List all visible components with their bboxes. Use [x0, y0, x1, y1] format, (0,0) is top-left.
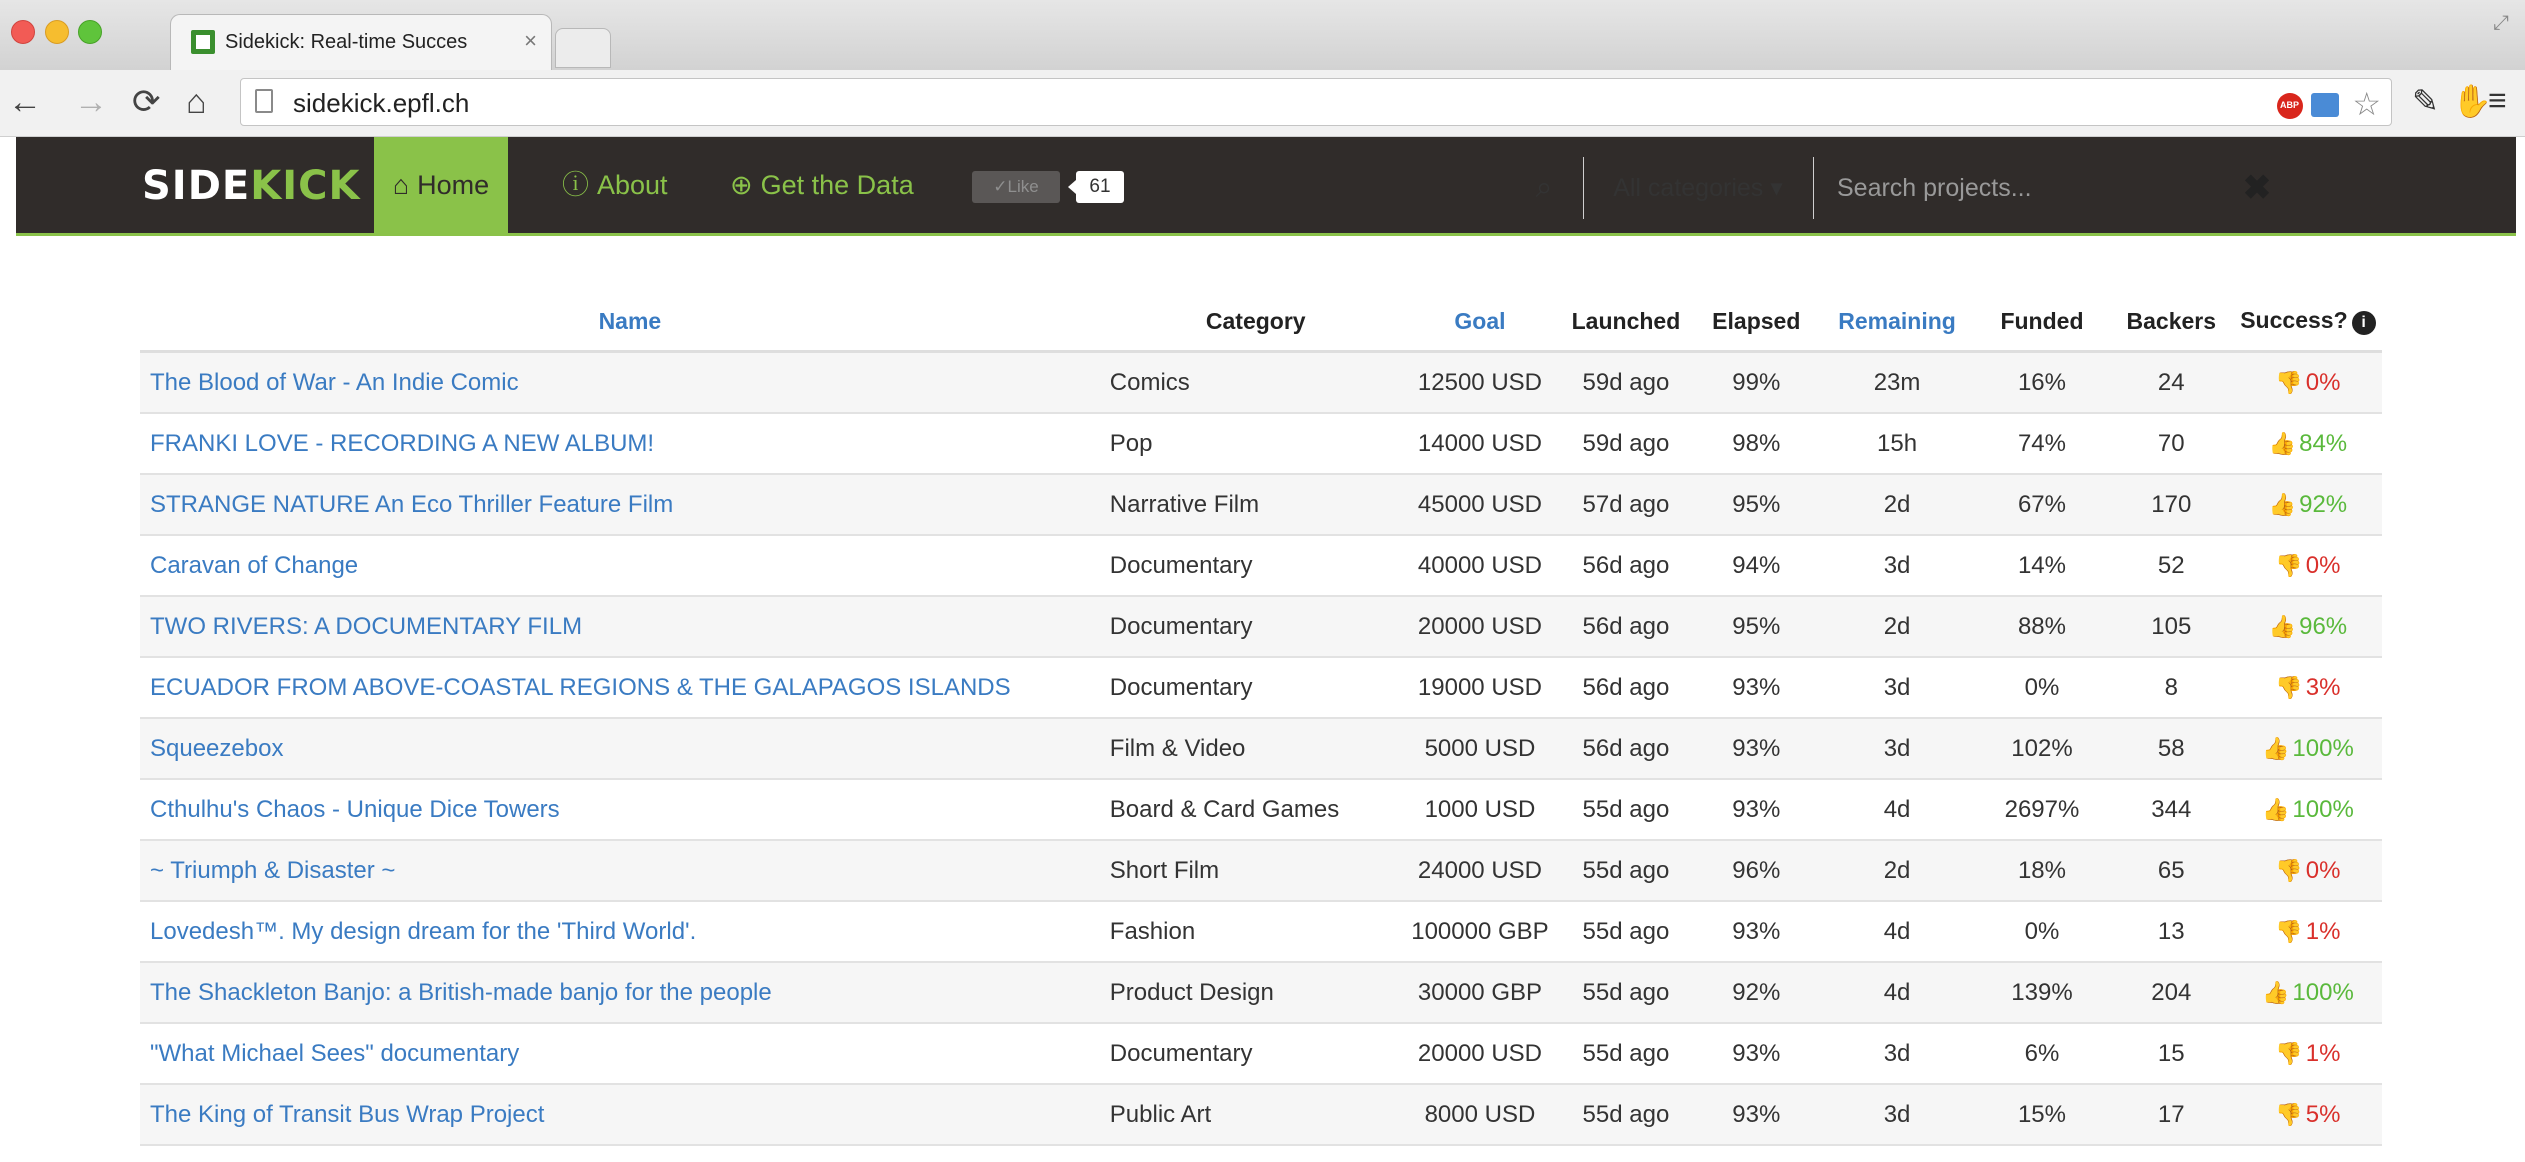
- funded-cell: 15%: [1975, 1084, 2108, 1145]
- success-value: 1%: [2305, 1039, 2341, 1067]
- table-row: [140, 1023, 2382, 1084]
- success-cell: [2234, 596, 2382, 657]
- goal-cell: 12500 USD: [1402, 352, 1558, 414]
- header-backers: Backers: [2109, 292, 2234, 352]
- adblock-icon[interactable]: [2277, 93, 2303, 119]
- success-value: 0%: [2305, 856, 2341, 884]
- project-name-cell: [140, 840, 1110, 901]
- table-body: [140, 352, 2382, 1146]
- thumbs-up-icon: 👍: [2268, 613, 2297, 639]
- nav-about-label: About: [597, 170, 668, 200]
- launched-cell: 56d ago: [1558, 596, 1694, 657]
- nav-about[interactable]: [562, 137, 668, 233]
- backers-cell: 8: [2109, 657, 2234, 718]
- header-name[interactable]: Name: [140, 292, 1110, 352]
- table-row: [140, 779, 2382, 840]
- forward-icon[interactable]: →: [74, 83, 108, 121]
- table-row: [140, 596, 2382, 657]
- bookmark-star-icon[interactable]: ☆: [2352, 86, 2381, 122]
- success-value: 84%: [2299, 429, 2348, 457]
- success-indicator: [2275, 674, 2340, 701]
- page-icon: [255, 89, 273, 113]
- launched-cell: 55d ago: [1558, 901, 1694, 962]
- elapsed-cell: 92%: [1694, 962, 1819, 1023]
- header-success: [2234, 292, 2382, 352]
- nav-get-data[interactable]: [730, 137, 914, 233]
- table-row: [140, 535, 2382, 596]
- backers-cell: 170: [2109, 474, 2234, 535]
- elapsed-cell: 93%: [1694, 1084, 1819, 1145]
- success-cell: [2234, 779, 2382, 840]
- project-link[interactable]: Cthulhu's Chaos - Unique Dice Towers: [150, 795, 560, 823]
- backers-cell: 344: [2109, 779, 2234, 840]
- elapsed-cell: 93%: [1694, 1023, 1819, 1084]
- project-name-cell: [140, 413, 1110, 474]
- tab-title: Sidekick: Real-time Succes: [225, 31, 468, 53]
- goal-cell: 30000 GBP: [1402, 962, 1558, 1023]
- thumbs-down-icon: 👎: [2275, 918, 2303, 944]
- table-row: [140, 840, 2382, 901]
- site-navbar: [16, 137, 2516, 236]
- success-cell: [2234, 901, 2382, 962]
- remaining-cell: 2d: [1819, 596, 1975, 657]
- success-value: 1%: [2305, 917, 2341, 945]
- success-cell: [2234, 962, 2382, 1023]
- browser-titlebar: [0, 0, 2525, 70]
- success-cell: [2234, 474, 2382, 535]
- new-tab-button[interactable]: [555, 28, 611, 68]
- goal-cell: 14000 USD: [1402, 413, 1558, 474]
- nav-home[interactable]: [374, 137, 508, 233]
- table-row: [140, 901, 2382, 962]
- category-cell: Board & Card Games: [1110, 779, 1402, 840]
- success-cell: [2234, 840, 2382, 901]
- close-window-button[interactable]: [11, 20, 35, 44]
- thumbs-down-icon: 👎: [2275, 369, 2303, 395]
- success-indicator: [2262, 796, 2354, 823]
- funded-cell: 0%: [1975, 657, 2108, 718]
- header-elapsed: Elapsed: [1694, 292, 1819, 352]
- project-name-cell: [140, 1023, 1110, 1084]
- project-name-cell: [140, 779, 1110, 840]
- project-name-cell: [140, 901, 1110, 962]
- nav-home-label: Home: [417, 170, 490, 200]
- success-value: 96%: [2299, 612, 2348, 640]
- thumbs-down-icon: 👎: [2275, 552, 2303, 578]
- backers-cell: 15: [2109, 1023, 2234, 1084]
- funded-cell: 6%: [1975, 1023, 2108, 1084]
- header-success-label: Success?: [2240, 307, 2348, 333]
- thumbs-up-icon: 👍: [2262, 979, 2290, 1005]
- remaining-cell: 15h: [1819, 413, 1975, 474]
- success-value: 100%: [2292, 734, 2354, 762]
- header-launched: Launched: [1558, 292, 1694, 352]
- thumbs-down-icon: 👎: [2275, 857, 2303, 883]
- hand-icon[interactable]: ✋: [2452, 83, 2492, 119]
- success-cell: [2234, 535, 2382, 596]
- category-cell: Documentary: [1110, 1023, 1402, 1084]
- project-name-cell: [140, 657, 1110, 718]
- project-name-cell: [140, 535, 1110, 596]
- goal-cell: 100000 GBP: [1402, 901, 1558, 962]
- elapsed-cell: 98%: [1694, 413, 1819, 474]
- funded-cell: 18%: [1975, 840, 2108, 901]
- launched-cell: 59d ago: [1558, 352, 1694, 414]
- success-cell: [2234, 718, 2382, 779]
- goal-cell: 19000 USD: [1402, 657, 1558, 718]
- project-name-cell: [140, 596, 1110, 657]
- project-link[interactable]: ~ Triumph & Disaster ~: [150, 856, 396, 884]
- goal-cell: 5000 USD: [1402, 718, 1558, 779]
- funded-cell: 74%: [1975, 413, 2108, 474]
- elapsed-cell: 93%: [1694, 779, 1819, 840]
- url-text[interactable]: sidekick.epfl.ch: [293, 88, 470, 118]
- fullscreen-icon[interactable]: ⤢: [2493, 12, 2509, 34]
- project-link[interactable]: ECUADOR FROM ABOVE-COASTAL REGIONS & THE GALAPAGOS ISLANDS: [150, 673, 1011, 701]
- category-dropdown[interactable]: All categories ▾: [1583, 157, 1814, 219]
- header-category: Category: [1110, 292, 1402, 352]
- project-link[interactable]: STRANGE NATURE An Eco Thriller Feature Film: [150, 490, 674, 518]
- elapsed-cell: 95%: [1694, 596, 1819, 657]
- browser-toolbar: [0, 70, 2525, 137]
- funded-cell: 88%: [1975, 596, 2108, 657]
- header-remaining[interactable]: Remaining: [1819, 292, 1975, 352]
- remaining-cell: 3d: [1819, 1084, 1975, 1145]
- funded-cell: 0%: [1975, 901, 2108, 962]
- home-icon[interactable]: ⌂: [186, 83, 207, 121]
- menu-icon[interactable]: ≡: [2488, 82, 2507, 118]
- thumbs-up-icon: 👍: [2268, 430, 2297, 456]
- success-cell: [2234, 1084, 2382, 1145]
- table-row: [140, 657, 2382, 718]
- category-cell: Product Design: [1110, 962, 1402, 1023]
- backers-cell: 105: [2109, 596, 2234, 657]
- launched-cell: 57d ago: [1558, 474, 1694, 535]
- launched-cell: 55d ago: [1558, 1084, 1694, 1145]
- success-indicator: [2269, 430, 2347, 457]
- search-input[interactable]: [1813, 157, 2219, 219]
- funded-cell: 2697%: [1975, 779, 2108, 840]
- success-value: 0%: [2305, 368, 2341, 396]
- backers-cell: 13: [2109, 901, 2234, 962]
- category-cell: Narrative Film: [1110, 474, 1402, 535]
- remaining-cell: 4d: [1819, 779, 1975, 840]
- info-icon[interactable]: i: [2352, 311, 2376, 335]
- remaining-cell: 3d: [1819, 718, 1975, 779]
- tab-close-icon[interactable]: ×: [524, 28, 537, 53]
- remaining-cell: 2d: [1819, 840, 1975, 901]
- project-link[interactable]: FRANKI LOVE - RECORDING A NEW ALBUM!: [150, 429, 655, 457]
- project-link[interactable]: The King of Transit Bus Wrap Project: [150, 1100, 545, 1128]
- table-row: [140, 474, 2382, 535]
- elapsed-cell: 99%: [1694, 352, 1819, 414]
- nav-get-data-label: Get the Data: [760, 170, 914, 200]
- project-link[interactable]: The Shackleton Banjo: a British-made banjo for the people: [150, 978, 772, 1006]
- remaining-cell: 3d: [1819, 535, 1975, 596]
- launched-cell: 56d ago: [1558, 657, 1694, 718]
- project-link[interactable]: Squeezebox: [150, 734, 284, 762]
- success-indicator: [2275, 918, 2340, 945]
- goal-cell: 20000 USD: [1402, 596, 1558, 657]
- header-goal[interactable]: Goal: [1402, 292, 1558, 352]
- success-value: 100%: [2292, 978, 2354, 1006]
- success-indicator: [2275, 857, 2340, 884]
- success-value: 3%: [2305, 673, 2341, 701]
- success-value: 5%: [2305, 1100, 2341, 1128]
- backers-cell: 24: [2109, 352, 2234, 414]
- project-link[interactable]: The Blood of War - An Indie Comic: [150, 368, 519, 396]
- success-cell: [2234, 413, 2382, 474]
- goal-cell: 8000 USD: [1402, 1084, 1558, 1145]
- backers-cell: 17: [2109, 1084, 2234, 1145]
- success-indicator: [2275, 369, 2340, 396]
- category-cell: Documentary: [1110, 596, 1402, 657]
- site-logo[interactable]: SIDEKICK: [142, 163, 361, 209]
- table-header-row: [140, 292, 2382, 352]
- remaining-cell: 4d: [1819, 962, 1975, 1023]
- backers-cell: 70: [2109, 413, 2234, 474]
- launched-cell: 55d ago: [1558, 962, 1694, 1023]
- table-row: [140, 413, 2382, 474]
- elapsed-cell: 94%: [1694, 535, 1819, 596]
- success-indicator: [2262, 735, 2354, 762]
- funded-cell: 102%: [1975, 718, 2108, 779]
- success-indicator: [2262, 979, 2354, 1006]
- project-link[interactable]: Caravan of Change: [150, 551, 359, 579]
- table-row: [140, 352, 2382, 414]
- back-icon[interactable]: ←: [8, 83, 42, 121]
- thumbs-down-icon: 👎: [2275, 1040, 2303, 1066]
- success-value: 100%: [2292, 795, 2354, 823]
- table-row: [140, 718, 2382, 779]
- goal-cell: 20000 USD: [1402, 1023, 1558, 1084]
- success-indicator: [2269, 491, 2347, 518]
- favicon-icon: [191, 30, 215, 54]
- browser-tab[interactable]: [170, 14, 552, 71]
- funded-cell: 67%: [1975, 474, 2108, 535]
- launched-cell: 55d ago: [1558, 1023, 1694, 1084]
- table-row: [140, 1084, 2382, 1145]
- elapsed-cell: 96%: [1694, 840, 1819, 901]
- home-icon: ⌂: [392, 170, 410, 200]
- funded-cell: 139%: [1975, 962, 2108, 1023]
- minimize-window-button[interactable]: [45, 20, 69, 44]
- backers-cell: 52: [2109, 535, 2234, 596]
- maximize-window-button[interactable]: [78, 20, 102, 44]
- launched-cell: 55d ago: [1558, 840, 1694, 901]
- like-count: 61: [1076, 171, 1124, 203]
- elapsed-cell: 93%: [1694, 901, 1819, 962]
- remaining-cell: 2d: [1819, 474, 1975, 535]
- elapsed-cell: 93%: [1694, 718, 1819, 779]
- backers-cell: 65: [2109, 840, 2234, 901]
- thumbs-down-icon: 👎: [2275, 1101, 2303, 1127]
- remaining-cell: 23m: [1819, 352, 1975, 414]
- backers-cell: 204: [2109, 962, 2234, 1023]
- goal-cell: 1000 USD: [1402, 779, 1558, 840]
- category-cell: Public Art: [1110, 1084, 1402, 1145]
- clear-search-button[interactable]: ✖: [2242, 169, 2272, 207]
- category-cell: Fashion: [1110, 901, 1402, 962]
- like-button[interactable]: ✓Like: [972, 171, 1060, 203]
- thumbs-up-icon: 👍: [2262, 735, 2290, 761]
- thumbs-down-icon: 👎: [2275, 674, 2303, 700]
- funded-cell: 14%: [1975, 535, 2108, 596]
- thumbs-up-icon: 👍: [2262, 796, 2290, 822]
- project-name-cell: [140, 474, 1110, 535]
- category-cell: Documentary: [1110, 535, 1402, 596]
- table-row: [140, 962, 2382, 1023]
- project-link[interactable]: "What Michael Sees" documentary: [150, 1039, 520, 1067]
- launched-cell: 56d ago: [1558, 718, 1694, 779]
- remaining-cell: 3d: [1819, 657, 1975, 718]
- success-cell: [2234, 352, 2382, 414]
- download-icon: ⊕: [730, 170, 753, 200]
- success-indicator: [2275, 552, 2340, 579]
- funded-cell: 16%: [1975, 352, 2108, 414]
- project-link[interactable]: TWO RIVERS: A DOCUMENTARY FILM: [150, 612, 583, 640]
- launched-cell: 55d ago: [1558, 779, 1694, 840]
- elapsed-cell: 95%: [1694, 474, 1819, 535]
- launched-cell: 56d ago: [1558, 535, 1694, 596]
- goal-cell: 24000 USD: [1402, 840, 1558, 901]
- projects-table: [140, 292, 2382, 1146]
- thumbs-up-icon: 👍: [2268, 491, 2297, 517]
- project-name-cell: [140, 718, 1110, 779]
- goal-cell: 45000 USD: [1402, 474, 1558, 535]
- launched-cell: 59d ago: [1558, 413, 1694, 474]
- info-icon: ⓘ: [562, 170, 589, 200]
- success-indicator: [2269, 613, 2347, 640]
- project-link[interactable]: Lovedesh™. My design dream for the 'Third World'.: [150, 917, 697, 945]
- category-cell: Documentary: [1110, 657, 1402, 718]
- category-cell: Film & Video: [1110, 718, 1402, 779]
- category-cell: Comics: [1110, 352, 1402, 414]
- elapsed-cell: 93%: [1694, 657, 1819, 718]
- success-value: 0%: [2305, 551, 2341, 579]
- remaining-cell: 4d: [1819, 901, 1975, 962]
- eyedropper-icon[interactable]: ✎: [2412, 83, 2439, 119]
- project-name-cell: [140, 962, 1110, 1023]
- backers-cell: 58: [2109, 718, 2234, 779]
- success-indicator: [2275, 1101, 2340, 1128]
- category-cell: Pop: [1110, 413, 1402, 474]
- search-icon[interactable]: ⌕: [1505, 157, 1584, 219]
- header-funded: Funded: [1975, 292, 2108, 352]
- success-cell: [2234, 657, 2382, 718]
- address-bar[interactable]: [240, 78, 2392, 126]
- category-cell: Short Film: [1110, 840, 1402, 901]
- project-name-cell: [140, 352, 1110, 414]
- success-value: 92%: [2299, 490, 2348, 518]
- reload-icon[interactable]: ⟳: [132, 83, 161, 121]
- success-indicator: [2275, 1040, 2340, 1067]
- project-name-cell: [140, 1084, 1110, 1145]
- extension-monitor-icon[interactable]: [2311, 93, 2339, 117]
- success-cell: [2234, 1023, 2382, 1084]
- goal-cell: 40000 USD: [1402, 535, 1558, 596]
- remaining-cell: 3d: [1819, 1023, 1975, 1084]
